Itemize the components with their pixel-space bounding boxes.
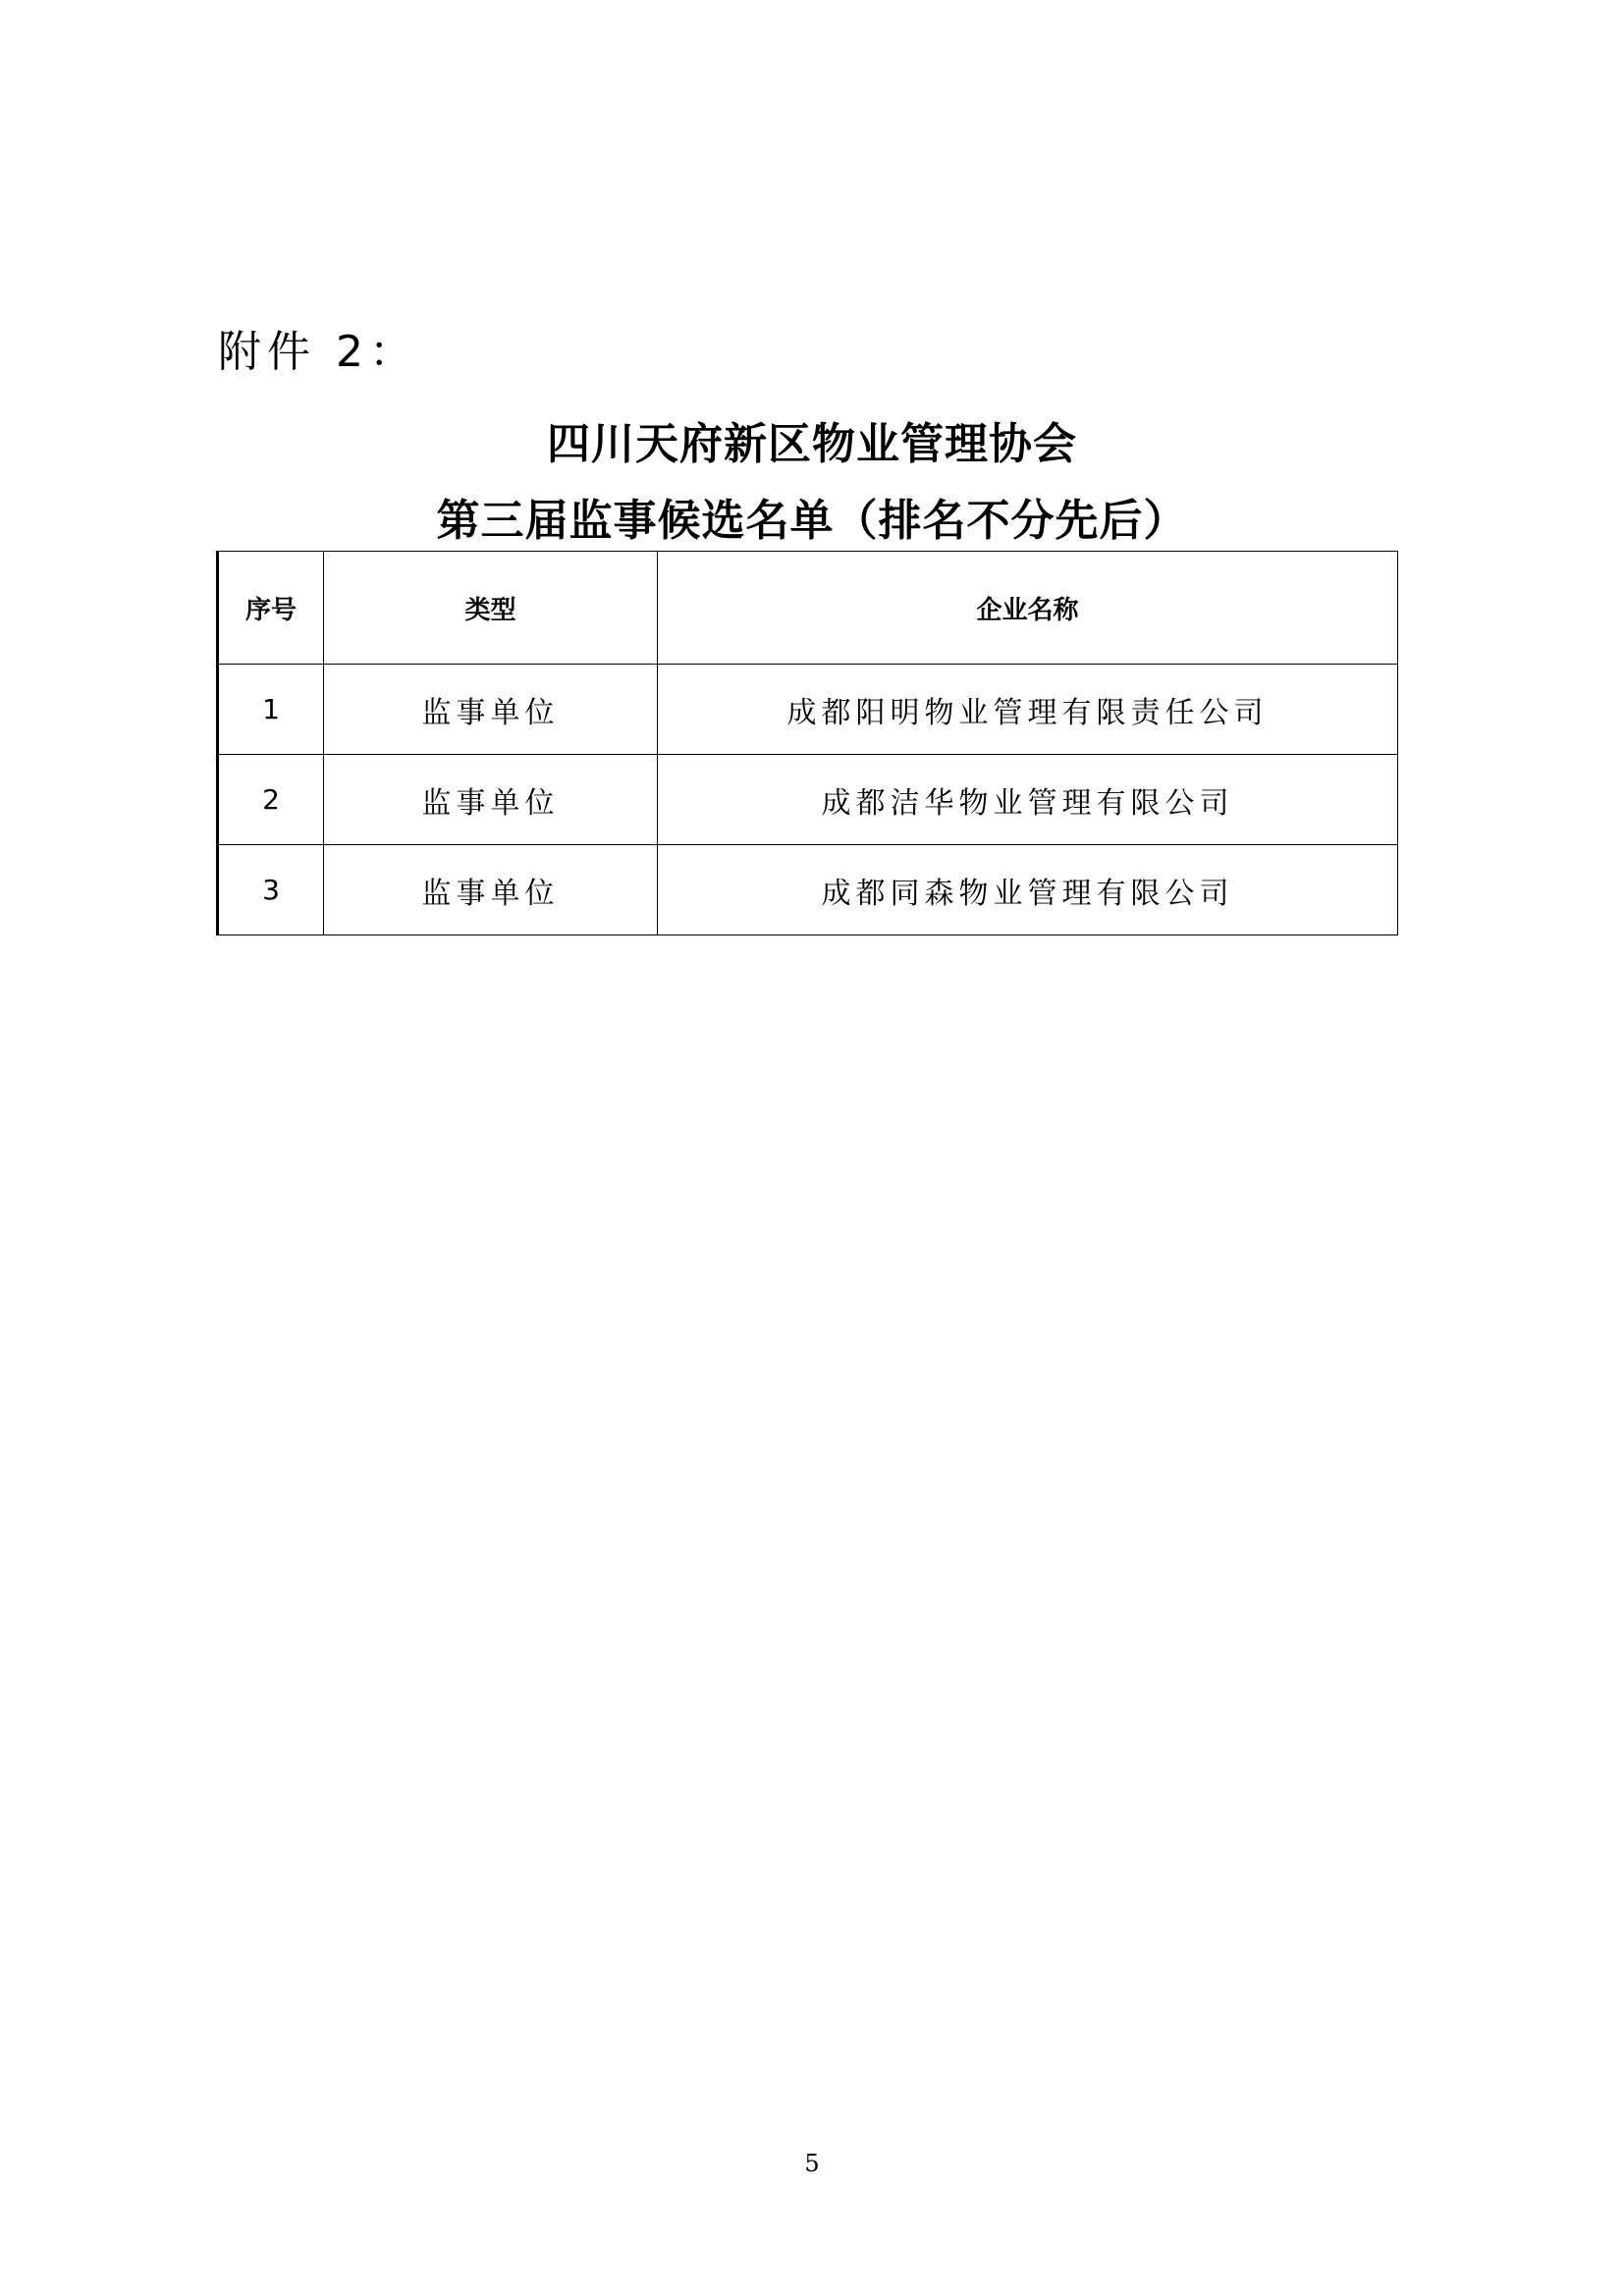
- row-company-name: 成都阳明物业管理有限责任公司: [658, 665, 1398, 755]
- row-type: 监事单位: [324, 845, 658, 935]
- header-number: 序号: [218, 552, 324, 665]
- row-number: 3: [218, 845, 324, 935]
- row-company-name: 成都洁华物业管理有限公司: [658, 755, 1398, 845]
- header-type: 类型: [324, 552, 658, 665]
- table-header-row: [218, 552, 1398, 665]
- row-type: 监事单位: [324, 665, 658, 755]
- row-number: 2: [218, 755, 324, 845]
- header-company-name: 企业名称: [658, 552, 1398, 665]
- document-title-line-1: 四川天府新区物业管理协会: [547, 419, 1077, 469]
- row-company-name: 成都同森物业管理有限公司: [658, 845, 1398, 935]
- attachment-label: 附件 2：: [218, 327, 418, 377]
- row-number: 1: [218, 665, 324, 755]
- table-row: [218, 755, 1398, 845]
- document-title-line-2: 第三届监事候选名单（排名不分先后）: [436, 496, 1188, 546]
- page-number: 5: [804, 2150, 820, 2177]
- row-type: 监事单位: [324, 755, 658, 845]
- table-row: [218, 845, 1398, 935]
- candidate-table: [216, 551, 1398, 935]
- table-row: [218, 665, 1398, 755]
